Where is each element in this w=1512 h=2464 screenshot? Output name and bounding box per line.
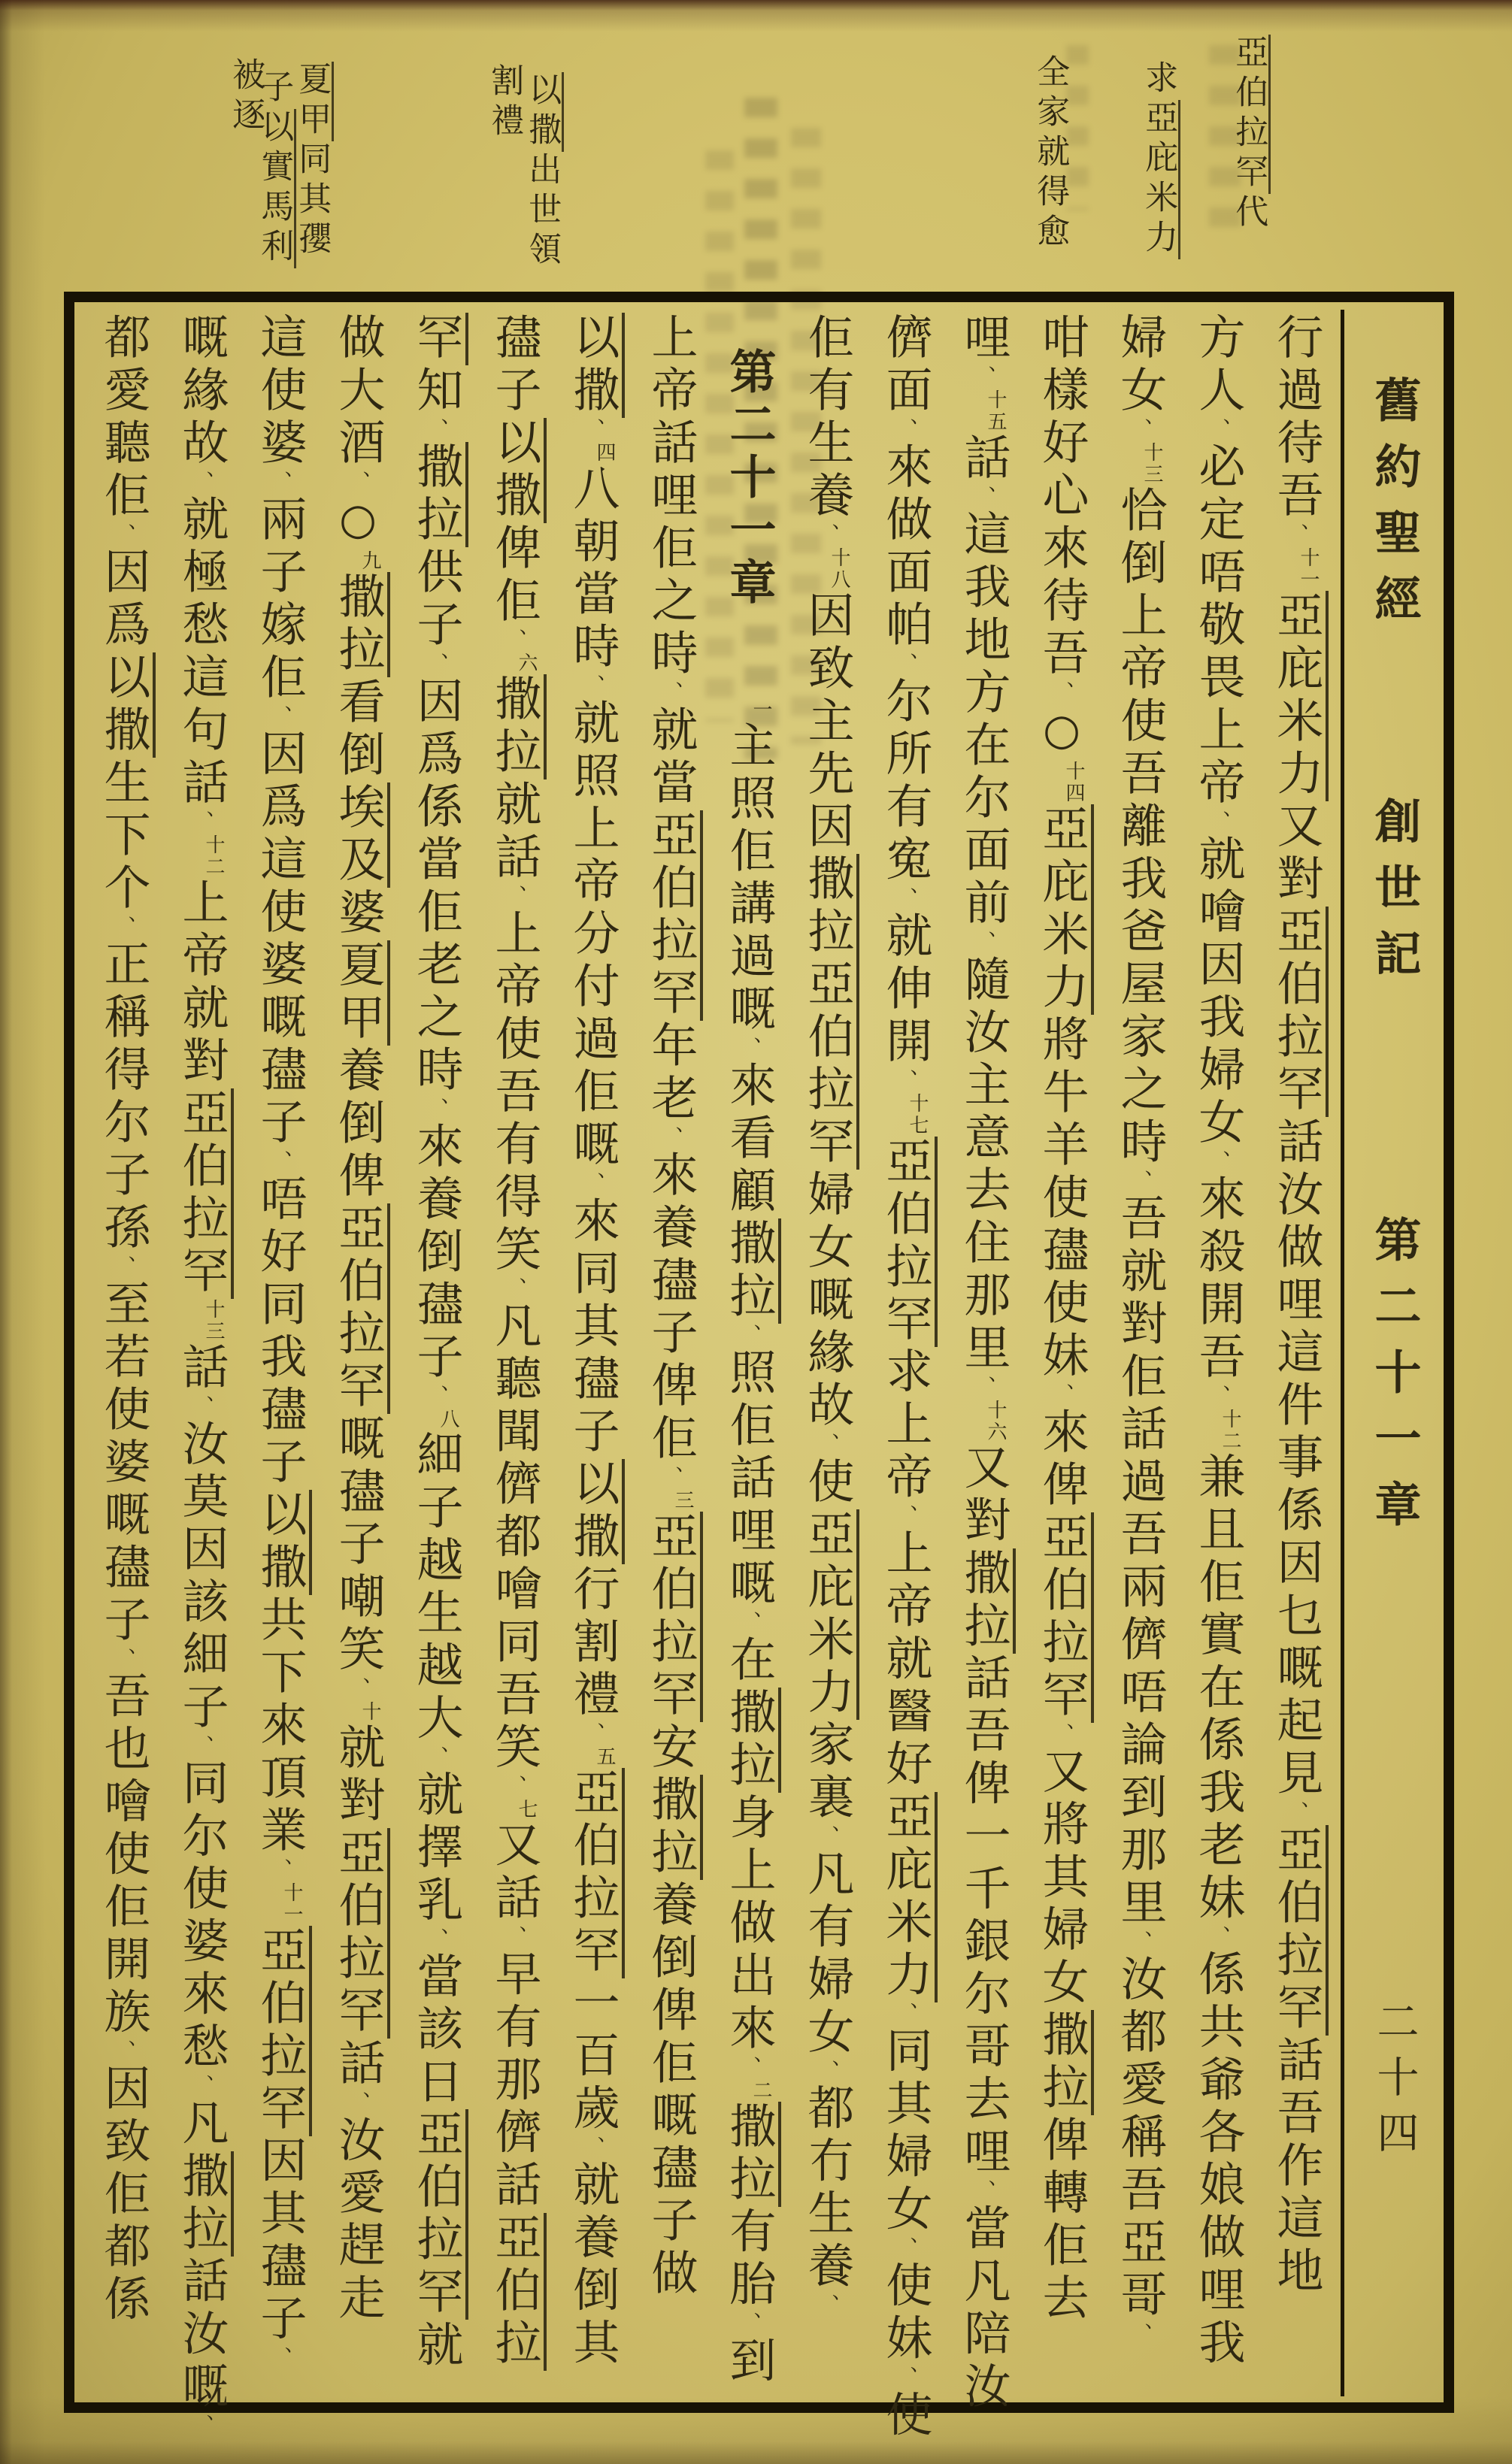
text-column-2: 方人、必定唔敬畏上帝、就噲因我婦女、來殺開吾、十二兼且佢實在係我老妹、係共爺各娘做哩我 <box>1191 313 1246 2371</box>
proper-name: 撒拉 <box>409 442 468 547</box>
punctuation: 、 <box>815 2059 840 2084</box>
punctuation: 、 <box>737 1323 762 1348</box>
page-number: 二十四 <box>1370 1999 1420 2166</box>
punctuation: 、 <box>268 471 292 495</box>
punctuation: 、 <box>346 1676 371 1701</box>
note-hagar-cast-out-col-1: 夏甲同其孾 <box>293 62 330 261</box>
punctuation: 、 <box>1128 1169 1153 1194</box>
punctuation: 、 <box>1128 1930 1153 1954</box>
text-column-16: 都愛聽佢、因爲以撒生下个、正稱得尔子孫、至若使婆嘅孻子、吾也噲使佢開族、因致佢都係 <box>84 313 162 2396</box>
verse-number: 一 <box>750 699 772 721</box>
punctuation: 、 <box>502 884 527 909</box>
punctuation: 、 <box>189 1394 214 1419</box>
punctuation: 、 <box>815 1824 840 1849</box>
proper-name: 亞庇米力 <box>1035 804 1094 1015</box>
verse-number: 十五 <box>984 389 1007 433</box>
proper-name: 撒拉 <box>487 674 547 779</box>
proper-name: 亞庇米力 <box>1139 100 1180 259</box>
proper-name: 撒拉 <box>722 2102 781 2207</box>
proper-name: 亞伯拉罕 <box>409 2109 468 2320</box>
note-hagar-cast-out-col-2: 子以實馬利 <box>256 69 292 268</box>
punctuation: 、 <box>659 681 683 705</box>
punctuation: 、 <box>893 418 918 442</box>
punctuation: 、 <box>424 418 449 442</box>
punctuation: 、 <box>1206 810 1231 834</box>
verse-number: 十一 <box>280 1881 303 1926</box>
text-column-11: 孻子以撒俾佢、六撒拉就話、上帝使吾有得笑、凡聽聞儕都噲同吾笑、七又話、早有那儕話亞伯拉 <box>475 313 553 2396</box>
verse-number: 五 <box>593 1745 616 1768</box>
punctuation: 、 <box>268 1149 292 1174</box>
punctuation: 、 <box>502 1774 527 1799</box>
punctuation: 、 <box>111 2039 136 2064</box>
punctuation: 、 <box>189 2414 214 2438</box>
verse-number: 六 <box>515 652 538 674</box>
punctuation: 、 <box>189 2074 214 2099</box>
punctuation: 、 <box>659 1125 683 1150</box>
bleedthrough-ink <box>1066 45 1089 210</box>
punctuation: 、 <box>580 418 605 442</box>
punctuation: 、 <box>893 2236 918 2261</box>
proper-name: 撒拉 <box>644 1775 703 1880</box>
proper-name: 夏甲 <box>292 62 334 141</box>
verse-number: 十四 <box>1062 760 1085 804</box>
proper-name: 亞伯拉罕 <box>644 1512 703 1722</box>
proper-name: 以撒 <box>487 418 547 523</box>
note-hagar-cast-out-col-3: 被逐 <box>226 57 265 137</box>
verse-number: 八 <box>437 1408 459 1430</box>
proper-name: 亞伯拉罕 <box>1229 35 1271 194</box>
punctuation: 、 <box>502 628 527 652</box>
proper-name: 亞伯拉罕 <box>565 1768 625 1978</box>
punctuation: 、 <box>971 365 996 389</box>
punctuation: 、 <box>424 1927 449 1952</box>
proper-name: 亞伯拉罕 <box>1035 1512 1094 1723</box>
note-isaac-born-col-1: 以撒出世領 <box>523 72 560 271</box>
section-title: 創世記 <box>1367 797 1422 995</box>
punctuation: 、 <box>111 523 136 547</box>
chapter-heading: 第二十一章 <box>722 347 777 610</box>
verse-number: 十二 <box>1219 1408 1241 1452</box>
punctuation: 、 <box>580 1721 605 1746</box>
punctuation: 、 <box>893 2366 918 2390</box>
punctuation: 、 <box>971 1375 996 1400</box>
punctuation: 、 <box>1206 1149 1231 1174</box>
proper-name: 夏甲 <box>331 940 390 1046</box>
punctuation: 、 <box>502 1276 527 1301</box>
proper-name: 撒拉亞伯拉罕 <box>800 854 859 1170</box>
proper-name: 亞伯拉罕 <box>174 1088 234 1299</box>
proper-name: 以撒 <box>253 1490 312 1595</box>
verse-number: 十八 <box>828 546 850 591</box>
proper-name: 撒拉 <box>174 2151 234 2257</box>
text-column-6: 儕面、來做面帕、尔所有寃、就伸開、十七亞伯拉罕求上帝、上帝就醫好亞庇米力、同其婦女、使妹、使 <box>866 313 944 2396</box>
text-column-8: 第二十一章一主照佢講過嘅、來看顧撒拉、照佢話哩嘅、在撒拉身上做出來、二撒拉有胎、到 <box>710 313 788 2396</box>
punctuation: 、 <box>893 652 918 677</box>
punctuation: 、 <box>659 1465 683 1490</box>
proper-name: 亞伯拉 <box>487 2213 547 2371</box>
proper-name: 以撒 <box>565 1459 625 1564</box>
punctuation: 、 <box>893 1504 918 1529</box>
text-column-10: 以撒、四八朝當時、就照上帝分付過佢嘅、來同其孻子以撒行割禮、五亞伯拉罕一百歲、就養倒其 <box>553 313 632 2396</box>
punctuation: 、 <box>111 915 136 940</box>
proper-name: 撒拉 <box>956 1548 1016 1654</box>
punctuation: 、 <box>268 704 292 729</box>
punctuation: 、 <box>424 1384 449 1409</box>
proper-name: 亞伯拉罕 <box>878 1137 938 1347</box>
punctuation: 、 <box>189 471 214 495</box>
punctuation: 、 <box>424 1745 449 1770</box>
section-circle: ○ <box>1037 704 1086 761</box>
proper-name: 埃及 <box>331 782 390 888</box>
proper-name: 亞庇米力 <box>800 1509 859 1720</box>
punctuation: 、 <box>971 930 996 955</box>
verse-number: 十三 <box>202 1298 225 1342</box>
punctuation: 、 <box>580 674 605 698</box>
punctuation: 、 <box>1284 1800 1309 1825</box>
verse-number: 十六 <box>984 1399 1007 1443</box>
note-isaac-born-col-2: 割禮 <box>485 63 524 143</box>
punctuation: 、 <box>580 1171 605 1196</box>
punctuation: 、 <box>893 886 918 911</box>
punctuation: 、 <box>346 2090 371 2115</box>
proper-name: 以撒 <box>565 313 625 418</box>
punctuation: 、 <box>268 2346 292 2371</box>
proper-name: 撒拉 <box>722 1688 781 1793</box>
text-column-12: 罕知、撒拉供子、因爲係當佢老之時、來養倒孻子、八細子越生越大、就擇乳、當該日亞伯拉罕就 <box>397 313 475 2396</box>
punctuation: 、 <box>893 2002 918 2027</box>
punctuation: 、 <box>424 1097 449 1122</box>
punctuation: 、 <box>1050 681 1074 705</box>
proper-name: 亞庇米力 <box>1269 591 1329 801</box>
punctuation: 、 <box>111 1647 136 1672</box>
verse-number: 二 <box>750 2079 772 2102</box>
punctuation: 、 <box>580 2136 605 2160</box>
punctuation: 、 <box>737 2055 762 2080</box>
proper-name: 亞伯拉罕 <box>1269 907 1329 1117</box>
punctuation: 、 <box>189 810 214 834</box>
text-column-5: 哩、十五話、這我地方在尔面前、隨汝主意去住那里、十六又對撒拉話吾俾一千銀尔哥去哩、當凡陪汝 <box>944 313 1023 2396</box>
proper-name: 以撒 <box>523 72 564 152</box>
verse-number: 十一 <box>1297 546 1320 591</box>
proper-name: 撒拉 <box>722 1218 781 1324</box>
proper-name: 以實馬利 <box>255 109 296 268</box>
punctuation: 、 <box>1206 418 1231 442</box>
punctuation: 、 <box>424 652 449 677</box>
punctuation: 、 <box>1128 418 1153 442</box>
verse-number: 十七 <box>906 1092 929 1137</box>
text-column-15: 嘅緣故、就極愁這句話、十二上帝就對亞伯拉罕十三話、汝莫因該細子、同尔使婆來愁、凡撒拉話汝嘅、 <box>162 313 241 2396</box>
text-column-13: 做大酒、○九撒拉看倒埃及婆夏甲養倒俾亞伯拉罕嘅孻子嘲笑、十就對亞伯拉罕話、汝愛趕走 <box>319 313 397 2396</box>
punctuation: 、 <box>737 2311 762 2336</box>
note-abimelech-healed-col-3: 全家就得愈 <box>1031 54 1070 253</box>
verse-number: 十 <box>359 1700 381 1723</box>
proper-name: 亞伯拉罕 <box>331 1203 390 1414</box>
proper-name: 撒拉 <box>1035 2010 1094 2115</box>
proper-name: 亞伯拉罕 <box>1269 1825 1329 2036</box>
text-column-14: 這使婆、兩子嫁佢、因爲這使婆嘅孻子、唔好同我孻子以撒共下來頂業、十一亞伯拉罕因其孻子、 <box>241 313 319 2396</box>
punctuation: 、 <box>502 1925 527 1950</box>
punctuation: 、 <box>815 1432 840 1457</box>
punctuation: 、 <box>971 485 996 510</box>
proper-name: 亞庇米力 <box>878 1792 938 2002</box>
proper-name: 撒拉 <box>331 572 390 677</box>
note-abimelech-healed-col-2: 求亞庇米力 <box>1140 60 1177 259</box>
text-body <box>84 313 1335 2443</box>
punctuation: 、 <box>346 471 371 495</box>
punctuation: 、 <box>111 1255 136 1279</box>
proper-name: 亞伯拉罕 <box>331 1828 390 2039</box>
text-column-4: 咁樣好心來待吾、○十四亞庇米力將牛羊使孻使妹、來俾亞伯拉罕、又將其婦女撒拉俾轉佢去 <box>1023 313 1101 2396</box>
verse-number: 十二 <box>202 834 225 878</box>
punctuation: 、 <box>737 1610 762 1635</box>
verse-number: 四 <box>593 441 616 464</box>
book-title: 舊約聖經 <box>1367 376 1422 640</box>
text-column-1: 行過待吾、十一亞庇米力又對亞伯拉罕話汝做哩這件事係因乜嘅起見、亞伯拉罕話吾作這地 <box>1257 313 1335 2396</box>
punctuation: 、 <box>268 1857 292 1882</box>
title-column <box>1341 310 1444 2396</box>
proper-name: 亞伯拉罕 <box>644 810 703 1021</box>
punctuation: 、 <box>1128 2322 1153 2347</box>
verse-number: 七 <box>515 1798 538 1821</box>
proper-name: 亞伯拉罕 <box>253 1926 312 2136</box>
punctuation: 、 <box>1206 1925 1231 1950</box>
verse-number: 九 <box>359 549 381 572</box>
text-column-3: 婦女、十三恰倒上帝使吾離我爸屋家之時、吾就對佢話過吾兩儕唔論到那里、汝都愛稱吾亞哥、 <box>1113 313 1168 2347</box>
punctuation: 、 <box>815 523 840 547</box>
punctuation: 、 <box>815 2293 840 2318</box>
text-column-9: 上帝話哩佢之時、就當亞伯拉罕年老、來養孻子俾佢、三亞伯拉罕安撒拉養倒俾佢嘅孻子做 <box>632 313 710 2396</box>
punctuation: 、 <box>971 2179 996 2204</box>
note-abimelech-healed-col-1: 亞伯拉罕代 <box>1230 35 1267 234</box>
punctuation: 、 <box>1050 1722 1074 1747</box>
chapter-title: 第二十一章 <box>1367 1215 1422 1546</box>
punctuation: 、 <box>1284 523 1309 547</box>
punctuation: 、 <box>893 1068 918 1093</box>
text-column-7: 佢有生養、十八因致主先因撒拉亞伯拉罕婦女嘅緣故、使亞庇米力家裏、凡有婦女、都冇生養、 <box>788 313 866 2396</box>
punctuation: 、 <box>1050 1382 1074 1407</box>
section-circle: ○ <box>333 494 383 550</box>
punctuation: 、 <box>737 1037 762 1061</box>
proper-name: 以撒 <box>96 652 156 758</box>
verse-number: 十三 <box>1141 441 1163 486</box>
proper-name: 罕 <box>409 313 468 365</box>
punctuation: 、 <box>1206 1384 1231 1409</box>
verse-number: 三 <box>671 1489 694 1512</box>
punctuation: 、 <box>189 1734 214 1759</box>
